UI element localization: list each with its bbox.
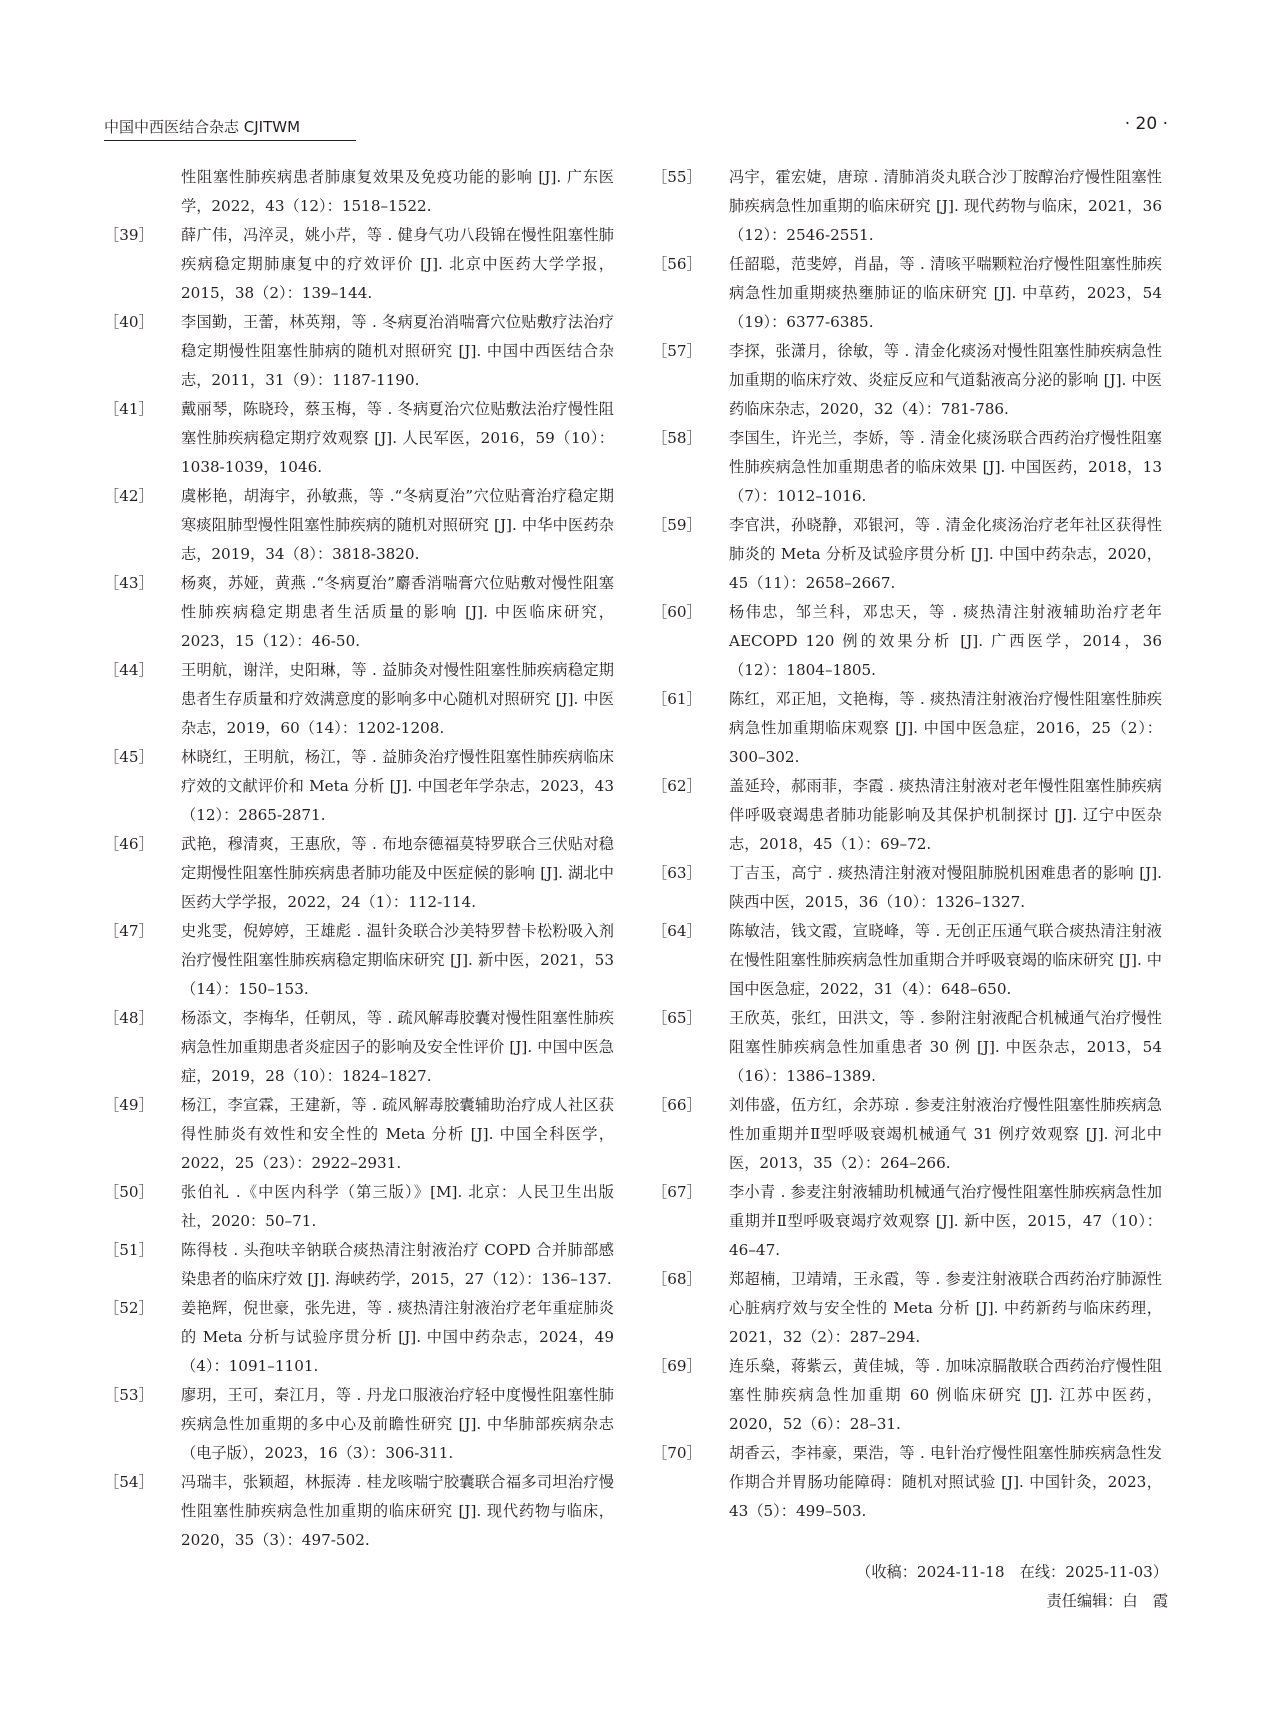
reference-number: ［51］	[104, 1241, 154, 1259]
reference-entry	[652, 1004, 1162, 1091]
reference-text: 戴丽琴，陈晓玲，蔡玉梅，等 . 冬病夏治穴位贴敷法治疗慢性阻塞性肺疾病稳定期疗效观察 [J]. 人民军医，2016，59（10）：1038-1039，1046.	[181, 400, 614, 476]
reference-number: ［41］	[104, 400, 154, 418]
received-online-dates: （收稿：2024-11-18 在线：2025-11-03）	[856, 1563, 1168, 1581]
reference-number: ［61］	[652, 690, 702, 708]
reference-number: ［58］	[652, 429, 702, 447]
reference-text: 性阻塞性肺疾病患者肺康复效果及免疫功能的影响 [J]. 广东医学，2022，43（12）：1518–1522.	[181, 168, 614, 215]
reference-entry	[652, 685, 1162, 772]
reference-text: 刘伟盛，伍方红，余苏琼 . 参麦注射液治疗慢性阻塞性肺疾病急性加重期并Ⅱ型呼吸衰竭机械通气 31 例疗效观察 [J]. 河北中医，2013，35（2）：264–266.	[729, 1096, 1162, 1172]
reference-entry	[104, 1178, 614, 1236]
header-rule	[104, 140, 356, 141]
reference-number: ［66］	[652, 1096, 702, 1114]
reference-entry	[104, 1236, 614, 1294]
reference-entry	[652, 859, 1162, 917]
reference-text: 林晓红，王明航，杨江，等 . 益肺灸治疗慢性阻塞性肺疾病临床疗效的文献评价和 Meta 分析 [J]. 中国老年学杂志，2023，43（12）：2865-2871.	[181, 748, 614, 824]
reference-number: ［57］	[652, 342, 702, 360]
reference-number: ［43］	[104, 574, 154, 592]
reference-number: ［60］	[652, 603, 702, 621]
reference-entry	[652, 424, 1162, 511]
reference-number: ［40］	[104, 313, 154, 331]
reference-number: ［59］	[652, 516, 702, 534]
reference-number: ［39］	[104, 226, 154, 244]
reference-entry	[104, 163, 614, 221]
reference-number: ［69］	[652, 1357, 702, 1375]
reference-entry	[104, 743, 614, 830]
reference-entry	[104, 1468, 614, 1555]
reference-text: 王明航，谢洋，史阳琳，等 . 益肺灸对慢性阻塞性肺疾病稳定期患者生存质量和疗效满意度的影响多中心随机对照研究 [J]. 中医杂志，2019，60（14）：1202-1208.	[181, 661, 614, 737]
reference-entry	[652, 1439, 1162, 1526]
reference-number: ［46］	[104, 835, 154, 853]
page-header	[104, 110, 1172, 140]
reference-number: ［48］	[104, 1009, 154, 1027]
reference-text: 杨添文，李梅华，任朝凤，等 . 疏风解毒胶囊对慢性阻塞性肺疾病急性加重期患者炎症因子的影响及安全性评价 [J]. 中国中医急症，2019，28（10）：1824–1827.	[181, 1009, 614, 1085]
reference-text: 任韶聪，范斐婷，肖晶，等 . 清咳平喘颗粒治疗慢性阻塞性肺疾病急性加重期痰热壅肺证的临床研究 [J]. 中草药，2023，54（19）：6377-6385.	[729, 255, 1162, 331]
reference-entry	[652, 511, 1162, 598]
page-number: · 20 ·	[1124, 114, 1168, 134]
reference-number: ［67］	[652, 1183, 702, 1201]
reference-number: ［44］	[104, 661, 154, 679]
reference-entry	[104, 1091, 614, 1178]
reference-entry	[104, 1381, 614, 1468]
reference-text: 盖延玲，郝雨菲，李霞 . 痰热清注射液对老年慢性阻塞性肺疾病伴呼吸衰竭患者肺功能影响及其保护机制探讨 [J]. 辽宁中医杂志，2018，45（1）：69–72.	[729, 777, 1162, 853]
reference-text: 虞彬艳，胡海宇，孙敏燕，等 .“冬病夏治”穴位贴膏治疗稳定期寒痰阻肺型慢性阻塞性肺疾病的随机对照研究 [J]. 中华中医药杂志，2019，34（8）：3818-3820.	[181, 487, 614, 563]
reference-entry	[104, 221, 614, 308]
journal-name: 中国中西医结合杂志 CJITWM	[104, 118, 301, 136]
reference-number: ［47］	[104, 922, 154, 940]
reference-number: ［54］	[104, 1473, 154, 1491]
reference-text: 李官洪，孙晓静，邓银河，等 . 清金化痰汤治疗老年社区获得性肺炎的 Meta 分析及试验序贯分析 [J]. 中国中药杂志，2020，45（11）：2658–2667.	[729, 516, 1162, 592]
reference-entry	[104, 656, 614, 743]
references-right-column	[652, 163, 1162, 1526]
reference-text: 杨伟忠，邹兰科，邓忠天，等 . 痰热清注射液辅助治疗老年 AECOPD 120 例的效果分析 [J]. 广西医学，2014，36（12）：1804–1805.	[729, 603, 1162, 679]
reference-number: ［45］	[104, 748, 154, 766]
reference-text: 陈得枝 . 头孢呋辛钠联合痰热清注射液治疗 COPD 合并肺部感染患者的临床疗效 [J]. 海峡药学，2015，27（12）：136–137.	[181, 1241, 614, 1288]
reference-number: ［62］	[652, 777, 702, 795]
reference-entry	[652, 772, 1162, 859]
reference-number: ［56］	[652, 255, 702, 273]
reference-text: 王欣英，张红，田洪文，等 . 参附注射液配合机械通气治疗慢性阻塞性肺疾病急性加重患者 30 例 [J]. 中医杂志，2013，54（16）：1386–1389.	[729, 1009, 1162, 1085]
reference-text: 胡香云，李祎豪，栗浩，等 . 电针治疗慢性阻塞性肺疾病急性发作期合并胃肠功能障碍：随机对照试验 [J]. 中国针灸，2023，43（5）：499–503.	[729, 1444, 1162, 1520]
reference-entry	[652, 163, 1162, 250]
reference-text: 姜艳辉，倪世豪，张先进，等 . 痰热清注射液治疗老年重症肺炎的 Meta 分析与试验序贯分析 [J]. 中国中药杂志，2024，49（4）：1091–1101.	[181, 1299, 614, 1375]
reference-number: ［63］	[652, 864, 702, 882]
reference-entry	[104, 917, 614, 1004]
reference-text: 冯宇，霍宏婕，唐琼 . 清肺消炎丸联合沙丁胺醇治疗慢性阻塞性肺疾病急性加重期的临床研究 [J]. 现代药物与临床，2021，36（12）：2546-2551.	[729, 168, 1162, 244]
reference-number: ［52］	[104, 1299, 154, 1317]
reference-entry	[652, 1265, 1162, 1352]
reference-entry	[104, 482, 614, 569]
reference-text: 郑超楠，卫靖靖，王永霞，等 . 参麦注射液联合西药治疗肺源性心脏病疗效与安全性的 Meta 分析 [J]. 中药新药与临床药理，2021，32（2）：287–294.	[729, 1270, 1162, 1346]
reference-text: 陈红，邓正旭，文艳梅，等 . 痰热清注射液治疗慢性阻塞性肺疾病急性加重期临床观察 [J]. 中国中医急症，2016，25（2）：300–302.	[729, 690, 1162, 766]
reference-text: 杨江，李宣霖，王建新，等 . 疏风解毒胶囊辅助治疗成人社区获得性肺炎有效性和安全性的 Meta 分析 [J]. 中国全科医学，2022，25（23）：2922–2931.	[181, 1096, 614, 1172]
reference-entry	[652, 250, 1162, 337]
reference-text: 李小青 . 参麦注射液辅助机械通气治疗慢性阻塞性肺疾病急性加重期并Ⅱ型呼吸衰竭疗效观察 [J]. 新中医，2015，47（10）：46–47.	[729, 1183, 1162, 1259]
reference-entry	[104, 569, 614, 656]
reference-text: 武艳，穆清爽，王惠欣，等 . 布地奈德福莫特罗联合三伏贴对稳定期慢性阻塞性肺疾病患者肺功能及中医症候的影响 [J]. 湖北中医药大学学报，2022，24（1）：112-114.	[181, 835, 614, 911]
reference-entry	[104, 1004, 614, 1091]
reference-entry	[652, 1178, 1162, 1265]
reference-number: ［68］	[652, 1270, 702, 1288]
reference-entry	[652, 598, 1162, 685]
reference-entry	[652, 337, 1162, 424]
reference-entry	[652, 1352, 1162, 1439]
reference-entry	[104, 308, 614, 395]
reference-number: ［64］	[652, 922, 702, 940]
references-left-column	[104, 163, 614, 1555]
reference-text: 廖玥，王可，秦江月，等 . 丹龙口服液治疗轻中度慢性阻塞性肺疾病急性加重期的多中心及前瞻性研究 [J]. 中华肺部疾病杂志（电子版），2023，16（3）：306-311.	[181, 1386, 614, 1462]
reference-text: 丁吉玉，高宁 . 痰热清注射液对慢阻肺脱机困难患者的影响 [J]. 陕西中医，2015，36（10）：1326–1327.	[729, 864, 1162, 911]
reference-text: 张伯礼 .《中医内科学（第三版）》[M]. 北京：人民卫生出版社，2020：50–71.	[181, 1183, 614, 1230]
reference-entry	[652, 1091, 1162, 1178]
responsible-editor: 责任编辑：白 霞	[1046, 1592, 1168, 1610]
reference-number: ［49］	[104, 1096, 154, 1114]
reference-entry	[104, 1294, 614, 1381]
reference-number: ［42］	[104, 487, 154, 505]
reference-text: 李国生，许光兰，李娇，等 . 清金化痰汤联合西药治疗慢性阻塞性肺疾病急性加重期患者的临床效果 [J]. 中国医药，2018，13（7）：1012–1016.	[729, 429, 1162, 505]
reference-text: 李国勤，王蕾，林英翔，等 . 冬病夏治消喘膏穴位贴敷疗法治疗稳定期慢性阻塞性肺病的随机对照研究 [J]. 中国中西医结合杂志，2011，31（9）：1187-1190.	[181, 313, 614, 389]
reference-entry	[652, 917, 1162, 1004]
reference-text: 杨爽，苏娅，黄燕 .“冬病夏治”麝香消喘膏穴位贴敷对慢性阻塞性肺疾病稳定期患者生活质量的影响 [J]. 中医临床研究，2023，15（12）：46-50.	[181, 574, 614, 650]
reference-text: 陈敏洁，钱文霞，宣晓峰，等 . 无创正压通气联合痰热清注射液在慢性阻塞性肺疾病急性加重期合并呼吸衰竭的临床研究 [J]. 中国中医急症，2022，31（4）：648–650.	[729, 922, 1162, 998]
reference-number: ［50］	[104, 1183, 154, 1201]
reference-number: ［65］	[652, 1009, 702, 1027]
reference-text: 李探，张潇月，徐敏，等 . 清金化痰汤对慢性阻塞性肺疾病急性加重期的临床疗效、炎症反应和气道黏液高分泌的影响 [J]. 中医药临床杂志，2020，32（4）：781-786.	[729, 342, 1162, 418]
reference-number: ［53］	[104, 1386, 154, 1404]
reference-text: 薛广伟，冯淬灵，姚小芹，等 . 健身气功八段锦在慢性阻塞性肺疾病稳定期肺康复中的疗效评价 [J]. 北京中医药大学学报，2015，38（2）：139–144.	[181, 226, 614, 302]
reference-number: ［70］	[652, 1444, 702, 1462]
reference-text: 连乐燊，蒋紫云，黄佳城，等 . 加味凉膈散联合西药治疗慢性阻塞性肺疾病急性加重期 60 例临床研究 [J]. 江苏中医药，2020，52（6）：28–31.	[729, 1357, 1162, 1433]
reference-entry	[104, 395, 614, 482]
reference-number: ［55］	[652, 168, 702, 186]
reference-text: 冯瑞丰，张颖超，林振涛 . 桂龙咳喘宁胶囊联合福多司坦治疗慢性阻塞性肺疾病急性加重期的临床研究 [J]. 现代药物与临床，2020，35（3）：497-502.	[181, 1473, 614, 1549]
reference-entry	[104, 830, 614, 917]
reference-text: 史兆雯，倪婷婷，王雄彪 . 温针灸联合沙美特罗替卡松粉吸入剂治疗慢性阻塞性肺疾病稳定期临床研究 [J]. 新中医，2021，53（14）：150–153.	[181, 922, 614, 998]
